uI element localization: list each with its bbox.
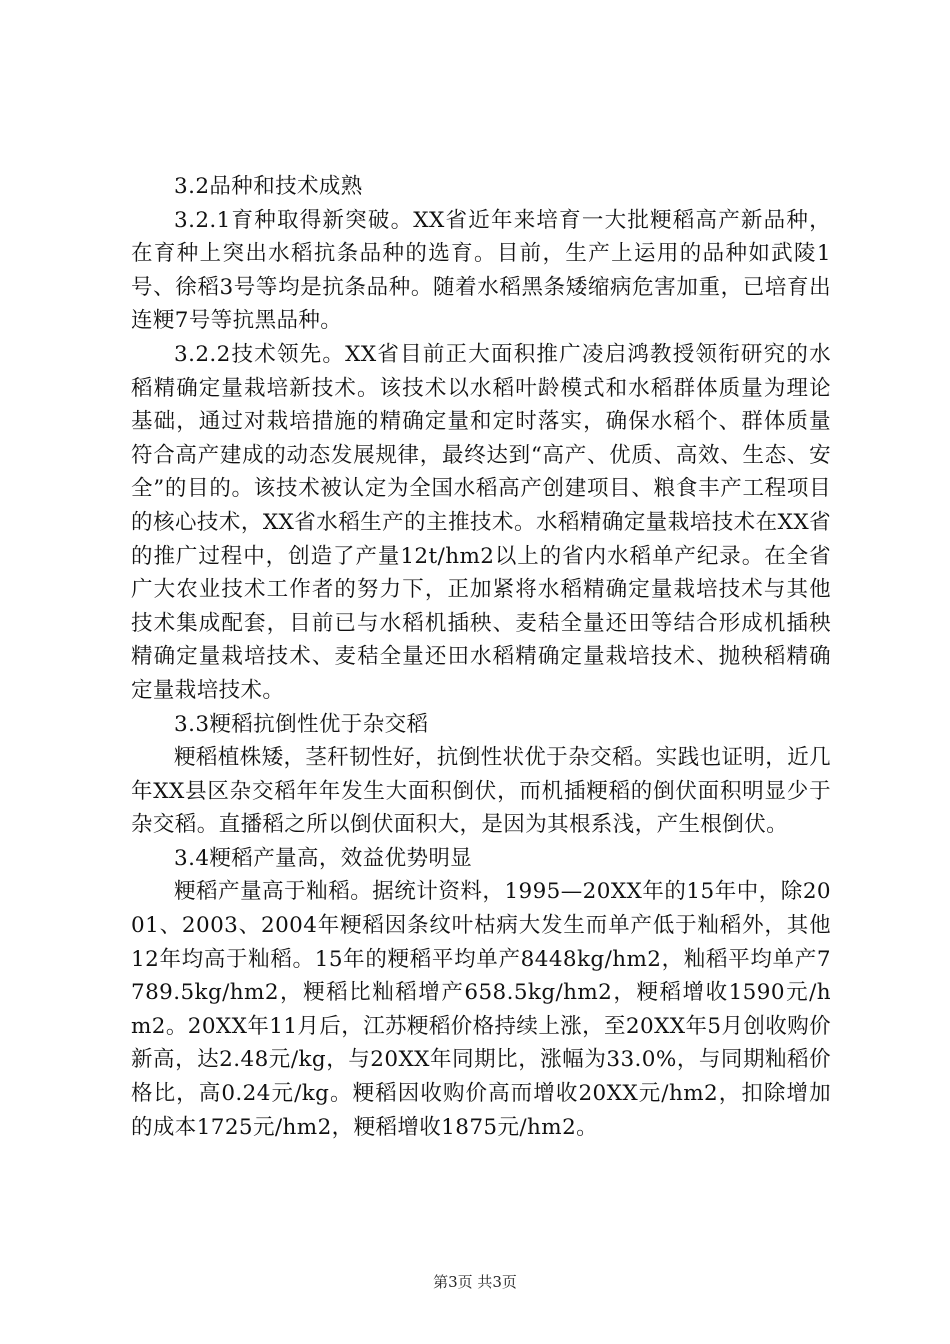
page-footer: 第3页 共3页 xyxy=(433,1273,517,1291)
paragraph-3-2-2-technology: 3.2.2技术领先。XX省目前正大面积推广凌启鸿教授领衔研究的水稻精确定量栽培新技术。该技术以水稻叶龄模式和水稻群体质量为理论基础，通过对栽培措施的精确定量和定时落实，确保水稻个、群体质量符合高产建成的动态发展规律，最终达到“高产、优质、高效、生态、安全”的目的。该技术被认定为全国水稻高产创建项目、粮食丰产工程项目的核心技术，XX省水稻生产的主推技术。水稻精确定量栽培技术在XX省的推广过程中，创造了产量12t/hm2以上的省内水稻单产纪录。在全省广大农业技术工作者的努力下，正加紧将水稻精确定量栽培技术与其他技术集成配套，目前已与水稻机插秧、麦秸全量还田等结合形成机插秧精确定量栽培技术、麦秸全量还田水稻精确定量栽培技术、抛秧稻精确定量栽培技术。 xyxy=(131,341,831,703)
paragraph-3-4-yield: 粳稻产量高于籼稻。据统计资料，1995—20XX年的15年中，除2001、2003、2004年粳稻因条纹叶枯病大发生而单产低于籼稻外，其他12年均高于籼稻。15年的粳稻平均单产8448kg/hm2，籼稻平均单产7789.5kg/hm2，粳稻比籼稻增产658.5kg/hm2，粳稻增收1590元/hm2。20XX年11月后，江苏粳稻价格持续上涨，至20XX年5月创收购价新高，达2.48元/kg，与20XX年同期比，涨幅为33.0%，与同期籼稻价格比，高0.24元/kg。粳稻因收购价高而增收20XX元/hm2，扣除增加的成本1725元/hm2，粳稻增收1875元/hm2。 xyxy=(131,879,831,1140)
section-heading-3-4: 3.4粳稻产量高，效益优势明显 xyxy=(174,845,473,871)
document-body xyxy=(131,170,831,1144)
paragraph-3-2-1-breeding: 3.2.1育种取得新突破。XX省近年来培育一大批粳稻高产新品种，在育种上突出水稻抗条品种的选育。目前，生产上运用的品种如武陵1号、徐稻3号等均是抗条品种。随着水稻黑条矮缩病危害加重，已培育出连粳7号等抗黑品种。 xyxy=(131,207,831,334)
section-heading-3-2: 3.2品种和技术成熟 xyxy=(174,174,363,199)
paragraph-3-3-lodging: 粳稻植株矮，茎秆韧性好，抗倒性状优于杂交稻。实践也证明，近几年XX县区杂交稻年年发生大面积倒伏，而机插粳稻的倒伏面积明显少于杂交稻。直播稻之所以倒伏面积大，是因为其根系浅，产生根倒伏。 xyxy=(131,745,832,838)
section-heading-3-3: 3.3粳稻抗倒性优于杂交稻 xyxy=(174,711,429,737)
